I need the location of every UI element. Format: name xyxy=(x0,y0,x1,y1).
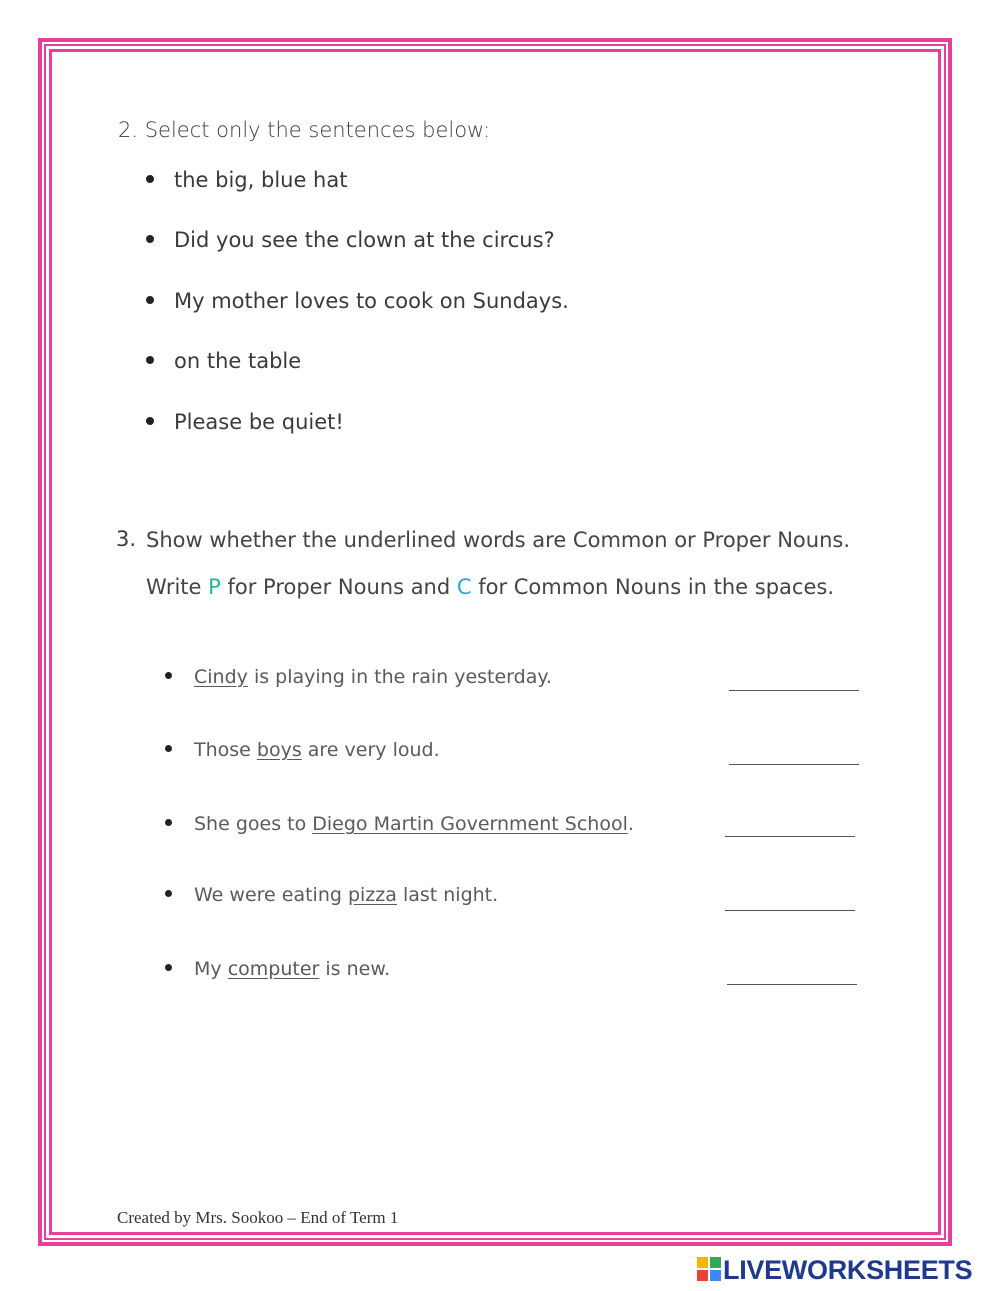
sentence-option[interactable]: Did you see the clown at the circus? xyxy=(146,228,555,252)
noun-sentence: Cindy is playing in the rain yesterday. xyxy=(165,666,552,688)
noun-sentence: My computer is new. xyxy=(165,958,390,980)
noun-sentence: Those boys are very loud. xyxy=(165,739,440,761)
bullet-icon xyxy=(165,890,172,897)
bullet-icon xyxy=(146,175,154,183)
page-border-inner xyxy=(49,49,941,1235)
answer-blank[interactable] xyxy=(729,690,859,691)
liveworksheets-logo-icon xyxy=(697,1257,721,1281)
liveworksheets-brand[interactable] xyxy=(697,1255,997,1285)
question-3-number: 3. xyxy=(116,527,137,551)
underlined-noun: Diego Martin Government School xyxy=(312,813,628,835)
bullet-icon xyxy=(165,964,172,971)
answer-blank[interactable] xyxy=(725,910,855,911)
sentence-option[interactable]: My mother loves to cook on Sundays. xyxy=(146,289,569,313)
noun-sentence: She goes to Diego Martin Government School. xyxy=(165,813,634,835)
answer-blank[interactable] xyxy=(729,764,859,765)
letter-p: P xyxy=(208,575,221,599)
noun-sentence: We were eating pizza last night. xyxy=(165,884,498,906)
underlined-noun: Cindy xyxy=(194,666,248,688)
answer-blank[interactable] xyxy=(727,984,857,985)
brand-name: LIVEWORKSHEETS xyxy=(723,1255,973,1285)
bullet-icon xyxy=(146,235,154,243)
sentence-option[interactable]: the big, blue hat xyxy=(146,168,347,192)
bullet-icon xyxy=(146,417,154,425)
answer-blank[interactable] xyxy=(725,836,855,837)
footer-credit: Created by Mrs. Sookoo – End of Term 1 xyxy=(117,1208,399,1227)
bullet-icon xyxy=(146,356,154,364)
bullet-icon xyxy=(165,672,172,679)
question-3-instruction-line-2: Write P for Proper Nouns and C for Common Nouns in the spaces. xyxy=(146,575,835,599)
sentence-option[interactable]: Please be quiet! xyxy=(146,410,344,434)
underlined-noun: pizza xyxy=(347,884,397,906)
underlined-noun: computer xyxy=(227,958,320,980)
underlined-noun: boys xyxy=(256,739,302,761)
bullet-icon xyxy=(165,745,172,752)
bullet-icon xyxy=(165,819,172,826)
sentence-option[interactable]: on the table xyxy=(146,349,301,373)
letter-c: C xyxy=(456,575,472,599)
bullet-icon xyxy=(146,296,154,304)
question-3-instruction-line-1: Show whether the underlined words are Common or Proper Nouns. xyxy=(146,528,851,552)
question-2-title: 2. Select only the sentences below: xyxy=(118,118,491,142)
